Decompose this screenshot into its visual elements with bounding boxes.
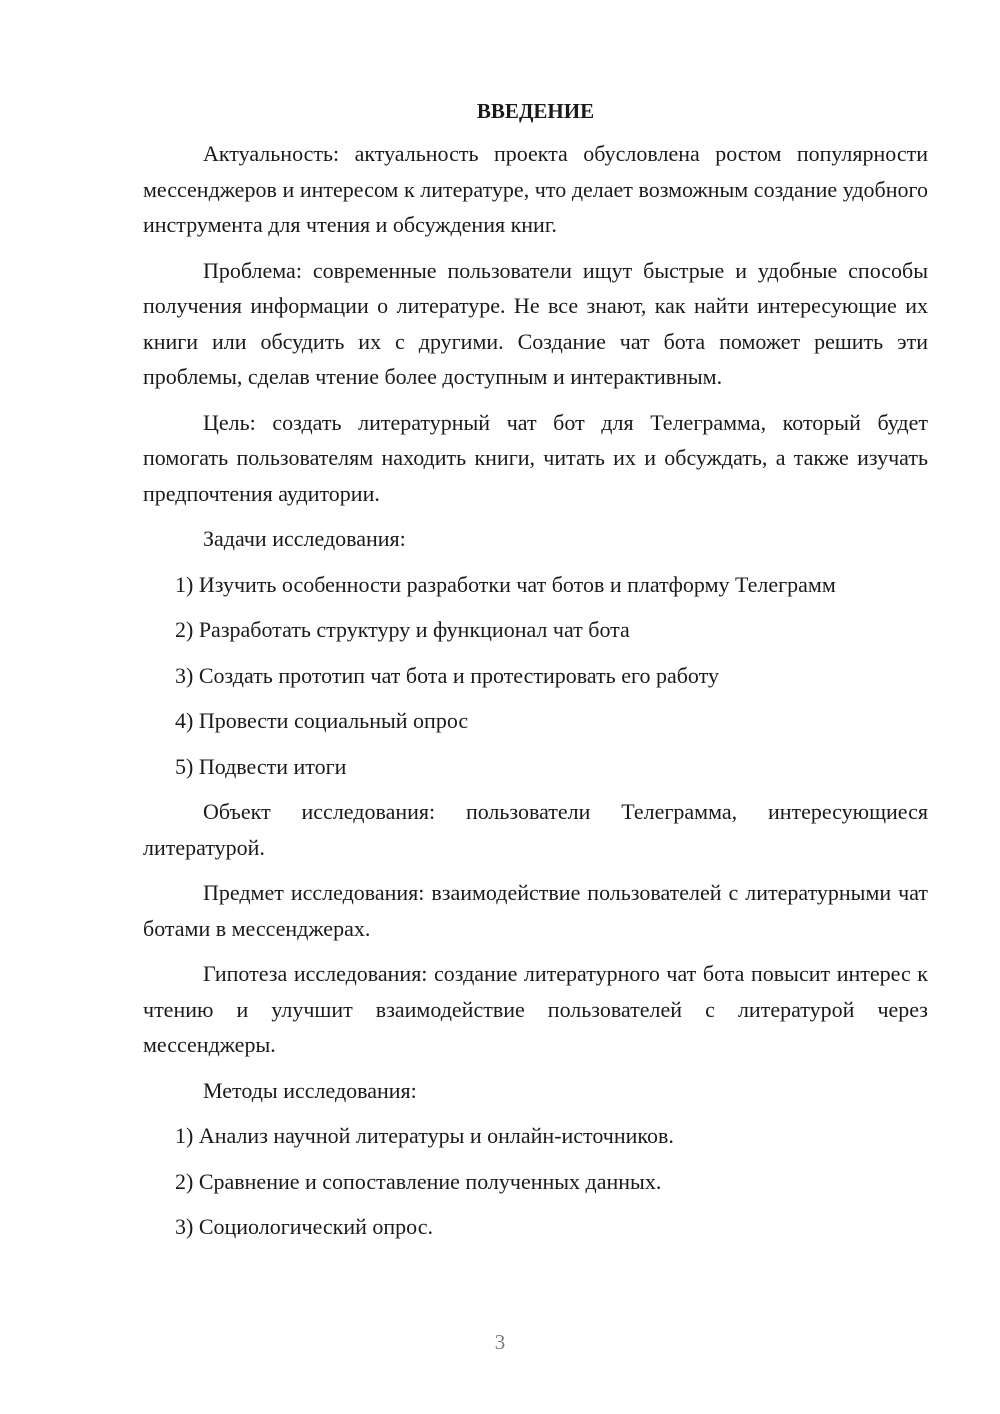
task-item: 1) Изучить особенности разработки чат ботов и платформу Телеграмм: [175, 571, 836, 597]
relevance-paragraph: Актуальность: актуальность проекта обусловлена ростом популярности мессенджеров и интересом к литературе, что делает возможным создание удобного инструмента для чтения и обсуждения книг.: [143, 141, 928, 237]
method-item: 2) Сравнение и сопоставление полученных данных.: [175, 1168, 662, 1194]
document-page: [143, 96, 928, 1255]
method-item: 1) Анализ научной литературы и онлайн-источников.: [175, 1123, 674, 1148]
methods-heading: Методы исследования:: [203, 1077, 417, 1103]
subject-paragraph: Предмет исследования: взаимодействие пользователей с литературными чат ботами в мессенджерах.: [143, 880, 928, 941]
task-item: 2) Разработать структуру и функционал чат бота: [175, 617, 630, 642]
method-item: 3) Социологический опрос.: [175, 1214, 433, 1239]
object-paragraph: Объект исследования: пользователи Телеграмма, интересующиеся литературой.: [143, 799, 928, 860]
task-item: 5) Подвести итоги: [175, 753, 347, 779]
task-item: 3) Создать прототип чат бота и протестировать его работу: [175, 662, 719, 688]
section-title: ВВЕДЕНИЕ: [476, 99, 595, 123]
goal-paragraph: Цель: создать литературный чат бот для Телеграмма, который будет помогать пользователям находить книги, читать их и обсуждать, а также изучать предпочтения аудитории.: [143, 409, 928, 506]
problem-paragraph: Проблема: современные пользователи ищут быстрые и удобные способы получения информации о литературе. Не все знают, как найти интересующие их книги или обсудить их с другими. Создание чат бота поможет решить эти проблемы, сделав чтение более доступным и интерактивным.: [143, 257, 928, 389]
hypothesis-paragraph: Гипотеза исследования: создание литературного чат бота повысит интерес к чтению и улучшит взаимодействие пользователей с литературой через мессенджеры.: [143, 961, 928, 1057]
page-number: 3: [494, 1330, 506, 1354]
task-item: 4) Провести социальный опрос: [175, 708, 469, 733]
tasks-heading: Задачи исследования:: [203, 526, 406, 551]
